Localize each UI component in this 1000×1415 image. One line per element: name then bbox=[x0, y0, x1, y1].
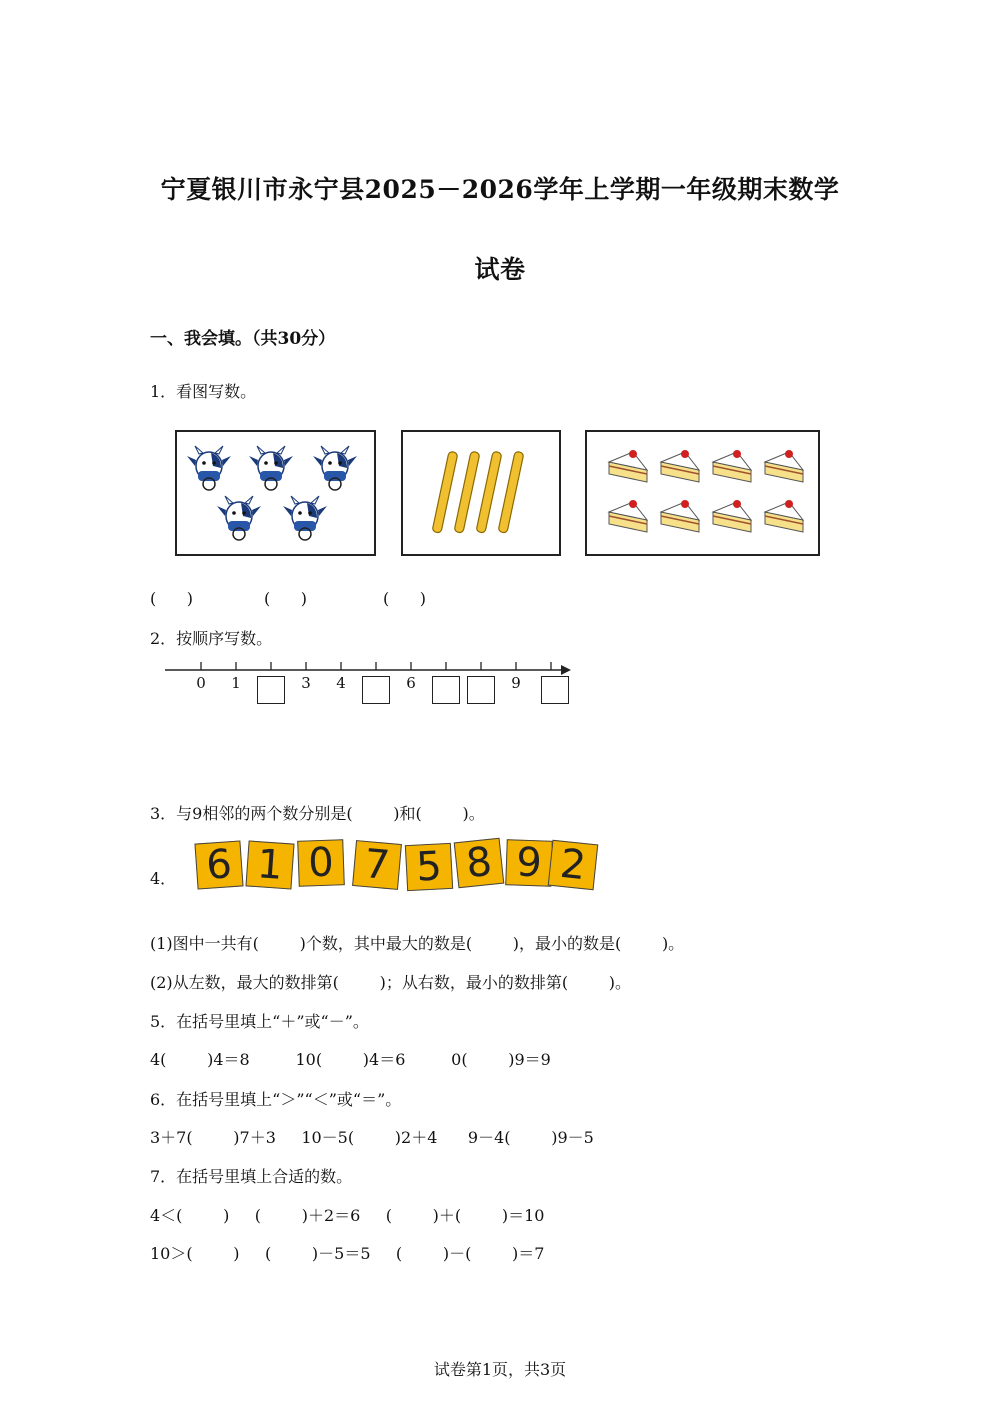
number-card: 2 bbox=[548, 840, 599, 891]
q4-sub2: (2)从左数，最大的数排第( )；从右数，最小的数排第( )。 bbox=[150, 973, 632, 992]
q1-answer-2[interactable]: ( ) bbox=[264, 589, 307, 608]
q3-text: 3．与9相邻的两个数分别是( )和( )。 bbox=[150, 804, 485, 823]
number-line-blank-2[interactable] bbox=[257, 676, 285, 704]
tick-label-4: 4 bbox=[336, 674, 346, 692]
tick-label-3: 3 bbox=[301, 674, 311, 692]
cake-picture-box bbox=[585, 430, 820, 556]
number-card: 1 bbox=[245, 840, 294, 889]
q5-row: 4( )4＝8 10( )4＝6 0( )9＝9 bbox=[150, 1050, 551, 1069]
tick-label-1: 1 bbox=[231, 674, 241, 692]
q5-label: 5．在括号里填上“＋”或“－”。 bbox=[150, 1012, 369, 1031]
cake-icons bbox=[587, 432, 818, 554]
exam-title-line2: 试卷 bbox=[474, 255, 526, 284]
number-card: 9 bbox=[505, 839, 553, 887]
number-card: 7 bbox=[352, 840, 402, 890]
tick-label-6: 6 bbox=[406, 674, 416, 692]
exam-title-line1: 宁夏银川市永宁县2025－2026学年上学期一年级期末数学 bbox=[160, 175, 840, 204]
q1-answer-3[interactable]: ( ) bbox=[383, 589, 426, 608]
section-heading: 一、我会填。（共30分） bbox=[150, 329, 336, 349]
number-card: 0 bbox=[297, 839, 345, 887]
number-card: 6 bbox=[194, 840, 243, 889]
stick-icons bbox=[403, 432, 559, 554]
q7-row1: 4＜( ) ( )＋2＝6 ( )＋( )＝10 bbox=[150, 1206, 545, 1225]
number-card: 5 bbox=[405, 843, 453, 891]
cow-picture-box bbox=[175, 430, 376, 556]
q6-row: 3＋7( )7＋3 10－5( )2＋4 9－4( )9－5 bbox=[150, 1128, 594, 1147]
number-line-blank-8[interactable] bbox=[467, 676, 495, 704]
q7-label: 7．在括号里填上合适的数。 bbox=[150, 1167, 353, 1186]
q7-row2: 10＞( ) ( )－5＝5 ( )－( )＝7 bbox=[150, 1244, 545, 1263]
page-footer: 试卷第1页，共3页 bbox=[433, 1360, 567, 1379]
stick-picture-box bbox=[401, 430, 561, 556]
tick-label-0: 0 bbox=[196, 674, 206, 692]
number-line-blank-10[interactable] bbox=[541, 676, 569, 704]
q4-sub1: (1)图中一共有( )个数，其中最大的数是( )，最小的数是( )。 bbox=[150, 934, 685, 953]
number-card: 8 bbox=[454, 838, 505, 889]
number-line-blank-5[interactable] bbox=[362, 676, 390, 704]
number-line bbox=[165, 660, 575, 708]
q6-label: 6．在括号里填上“＞”“＜”或“＝”。 bbox=[150, 1090, 402, 1109]
number-cards bbox=[190, 836, 600, 896]
q4-label: 4． bbox=[150, 869, 177, 888]
q1-answer-1[interactable]: ( ) bbox=[150, 589, 193, 608]
tick-label-9: 9 bbox=[511, 674, 521, 692]
cow-icons bbox=[177, 432, 374, 554]
number-line-blank-7[interactable] bbox=[432, 676, 460, 704]
q1-label: 1．看图写数。 bbox=[150, 382, 257, 401]
q2-label: 2．按顺序写数。 bbox=[150, 629, 273, 648]
